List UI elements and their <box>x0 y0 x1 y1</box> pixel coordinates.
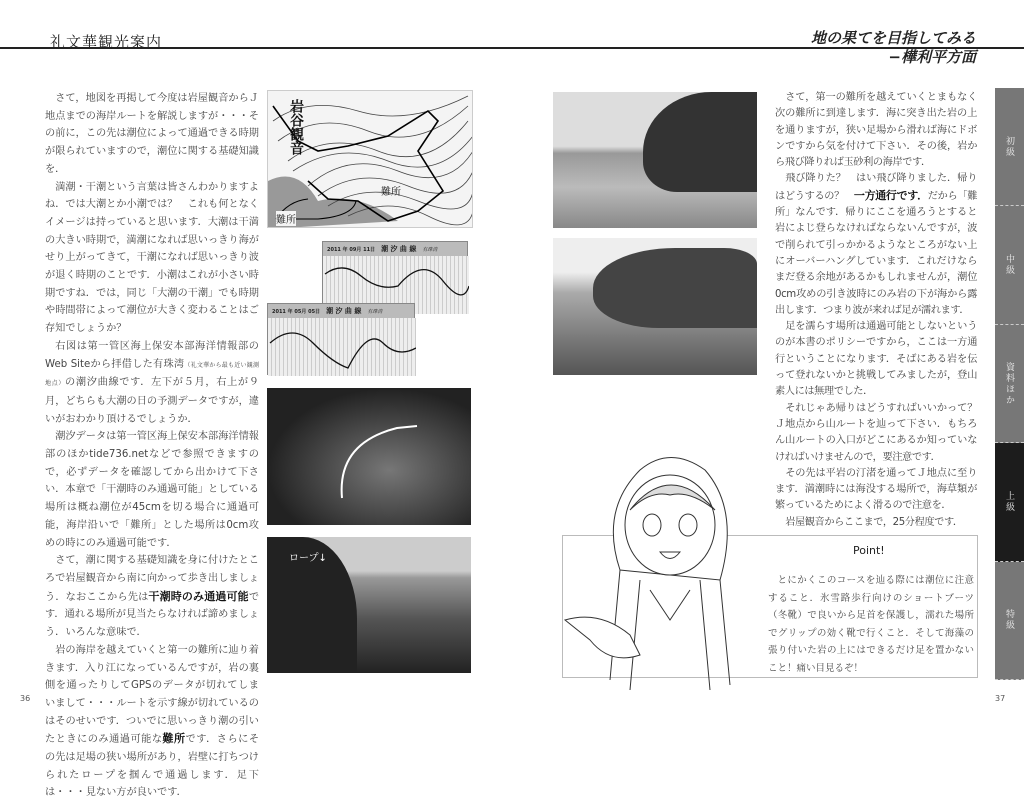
chapter-tab[interactable]: 初級 <box>995 88 1024 206</box>
paragraph <box>775 319 977 400</box>
paragraph-text: 潮汐データは第一管区海上保安本部海洋情報部のほかtide736.netなどで参照できますので，必ずデータを確認してから出かけて下さい．本章で「干潮時のみ通過可能」としている場所は概ね潮位が45cmを切る場合に通過可能，海岸沿いで「難所」とした場所は0cm攻めの時にのみ通過可能です． <box>45 431 259 549</box>
emphasis-text: 一方通行です． <box>853 188 928 202</box>
paragraph-text: （礼文華から最も近い観測地点） <box>45 361 259 388</box>
page-title <box>811 29 976 67</box>
paragraph-text: 飛び降りた？ はい飛び降りました．帰りはどうするの？ <box>775 173 977 202</box>
paragraph-text: 岩屋観音からここまで，25分程度です． <box>785 516 963 528</box>
chart-title: 潮 汐 曲 線 <box>381 245 417 253</box>
chapter-tab[interactable]: 特級 <box>995 562 1024 680</box>
photo-rope-cliff <box>267 537 471 673</box>
paragraph-text: さて，地図を再掲して今度は岩屋観音からＪ地点までの海岸ルートを解説しますが・・・その前に，この先は潮位によって通過できる時期が限られていますので，潮位に関する基礎知識を． <box>45 93 259 175</box>
chapter-tab[interactable]: 上級 <box>995 443 1024 561</box>
chart-date: 2011 年 05月 05日 <box>272 309 321 315</box>
page-subtitle: −樺利平方面 <box>888 48 976 66</box>
character-illustration <box>560 440 775 690</box>
paragraph-text: さて，潮に関する基礎知識を身に付けたところで岩屋観音から南に向かって歩き出しましょう．なおここから先は <box>45 555 259 603</box>
tide-chart-may <box>267 303 415 375</box>
route-arrow <box>267 388 471 525</box>
paragraph <box>775 515 977 531</box>
paragraph-text: 岩の海岸を越えていくと第一の難所に辿り着きます．入り江になっているんですが，岩の裏側を通ったりしてGPSのデータが切れてしまいまして・・・ルートを示す線が切れているのはそのせいです．ついでに思いっきり潮の引いたときにのみ通過可能な <box>45 644 259 746</box>
paragraph <box>45 90 259 179</box>
chapter-tabs <box>995 88 1024 680</box>
paragraph-text: それじゃあ帰りはどうすればいいかって？ Ｊ地点から山ルートを辿って下さい．もちろん山ルートの入口がどこにあるか知っていなければいけませんので，要注意です． <box>775 402 987 463</box>
section-title: 礼文華観光案内 <box>50 33 163 51</box>
paragraph-text: 足を濡らす場所は通過可能としないというのが本書のポリシーですから，ここは一方通行ということになります．そばにある岩を伝って登れないかと挑戦してみましたが，登山素人には無理でした． <box>775 321 977 398</box>
photo-night-coast <box>267 388 471 525</box>
paragraph <box>45 179 259 338</box>
page-number-right: 37 <box>995 694 1006 703</box>
photo-rocky-shore-2 <box>553 238 757 375</box>
paragraph-text: です．通れる場所が見当たらなければ諦めましょう．いろんな意味で． <box>45 591 260 639</box>
paragraph <box>775 466 977 515</box>
chart-date: 2011 年 09月 11日 <box>327 247 376 253</box>
paragraph <box>775 171 977 319</box>
map-label-difficult-right: 難所 <box>381 187 401 198</box>
point-title: Point! <box>853 544 885 557</box>
paragraph <box>775 401 987 466</box>
topographic-map <box>267 90 473 228</box>
paragraph <box>45 338 259 429</box>
paragraph <box>45 642 259 802</box>
right-text-column <box>775 90 987 530</box>
chart-station: 有珠湾 <box>367 309 383 315</box>
point-text: とにかくこのコースを辿る際には潮位に注意すること．氷雪路歩行向けのショートブーツ（冬靴）で良いから足首を保護し，濡れた場所でグリップの効く靴で行くこと．そして海藻の張り付いた岩の上にはできるだけ足を置かないこと！痛い目見るぞ！ <box>768 575 974 674</box>
emphasis-text: 干潮時のみ通過可能 <box>148 589 249 603</box>
paragraph-text: の潮汐曲線です．左下が５月，右上が９月，どちらも大潮の日の予測データですが，違いがおわかり頂けるでしょうか． <box>45 377 259 425</box>
emphasis-text: 難所 <box>162 732 186 746</box>
map-label-iwaya-kannon: 岩谷観音 <box>288 99 304 155</box>
chart-title: 潮 汐 曲 線 <box>326 307 362 315</box>
paragraph-text: 右図は第一管区海上保安本部海洋情報部のWeb Siteから拝借した有珠湾 <box>45 340 259 370</box>
chapter-tab[interactable]: 資料ほか <box>995 325 1024 443</box>
page-title-main: 地の果てを目指してみる <box>810 29 976 47</box>
page-number-left: 36 <box>20 694 31 703</box>
paragraph-text: だから「難所」なんです．帰りにここを通ろうとすると岩によじ登らなければならないんですが，波で削られて引っかかるようなところがない上にオーバーハングしています．これだけならまだ登る余地があるかもしれませんが，潮位0cm攻めの引き波時にのみ岩の下が海から露出します．つまり波が来れば足が濡れます． <box>775 190 977 316</box>
chart-station: 有珠湾 <box>422 247 438 253</box>
paragraph-text: です．さらにその先は足場の狭い場所があり，岩壁に打ちつけられたロープを掴んで通過します．足下は・・・見ない方が良いです． <box>45 734 260 799</box>
map-label-difficult-bottom: 難所 <box>276 211 296 226</box>
chapter-tab[interactable]: 中級 <box>995 206 1024 324</box>
paragraph-text: 満潮・干潮という言葉は皆さんわかりますよね．では大潮とか小潮では？ これも何となくイメージは持っていると思います．大潮は干満の大きい時期で，満潮になれば思いっきり海がせり上がってきて，干潮になれば思いっきり波が退く時期のことです．小潮はこれが小さい時期ですね．では，同じ「大潮の干潮」でも時期や時間帯によって潮位が大きく変わることはご存知でしょうか？ <box>45 181 259 335</box>
paragraph-text: さて，第一の難所を越えていくとまもなく次の難所に到達します．海に突き出た岩の上を通りますが，狭い足場から滑れば海にドボンですから気を付けて下さい．その後，岩から飛び降りれば玉砂利の海岸です． <box>775 92 977 169</box>
paragraph-text: その先は平岩の汀渚を通ってＪ地点に至ります．満潮時には海没する場所で，海草類が繁っているためによく滑るので注意を． <box>775 467 977 512</box>
left-text-column <box>45 90 259 802</box>
paragraph <box>775 90 977 171</box>
paragraph <box>45 552 259 642</box>
paragraph <box>45 428 259 552</box>
tide-curve <box>268 318 416 376</box>
photo-rocky-shore-1 <box>553 92 757 228</box>
rope-label: ロープ↓ <box>289 553 327 564</box>
